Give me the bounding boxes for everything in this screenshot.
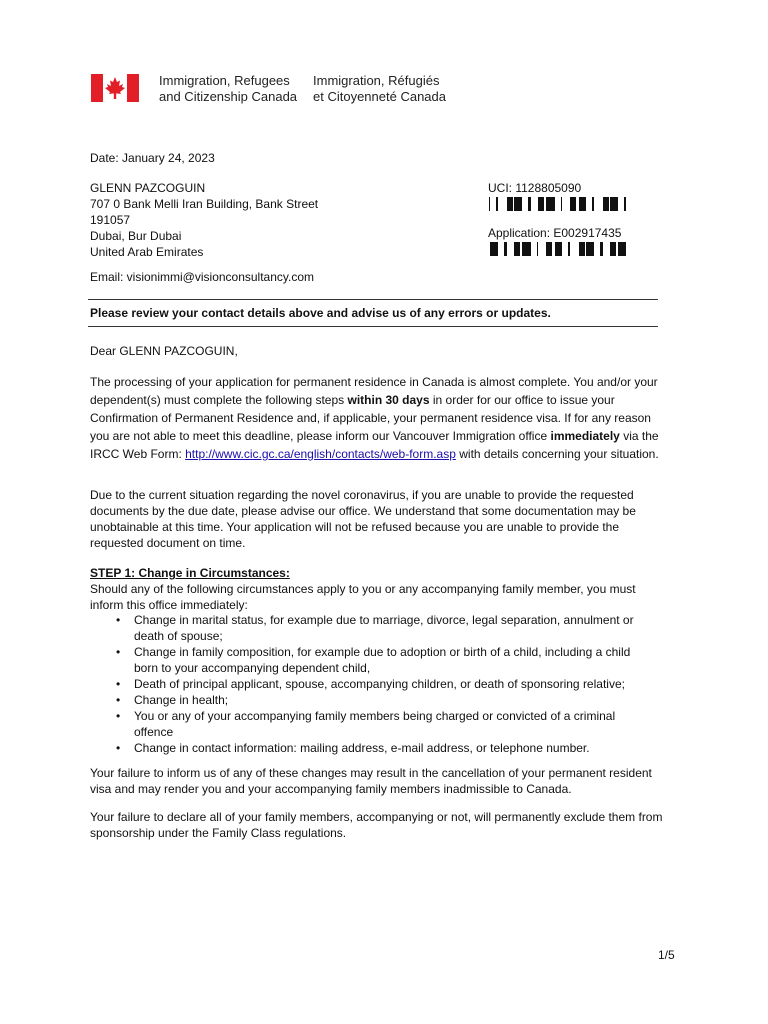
barcode-bar [546, 242, 549, 256]
barcode-bar [528, 197, 531, 211]
uci-number: UCI: 1128805090 [488, 181, 582, 195]
barcode-bar [603, 197, 604, 211]
barcode-bar [579, 242, 580, 256]
dept-fr-line1: Immigration, Réfugiés [313, 73, 440, 88]
barcode-bar [582, 242, 585, 256]
para1-text-4: with details concerning your situation. [455, 447, 659, 461]
barcode-bar [489, 197, 490, 211]
contact-review-notice: Please review your contact details above and advise us of any errors or updates. [90, 306, 551, 320]
barcode-bar [549, 197, 550, 211]
department-name-english [159, 73, 297, 105]
barcode-bar [540, 197, 543, 211]
address-line-1: 707 0 Bank Melli Iran Building, Bank Street [90, 197, 319, 211]
barcode-bar [537, 242, 538, 256]
department-name-french [313, 73, 446, 105]
barcode-bar [516, 242, 519, 256]
barcode-bar [624, 197, 626, 211]
application-barcode [489, 242, 626, 256]
barcode-bar [546, 197, 549, 211]
barcode-bar [508, 197, 510, 211]
barcode-bar [588, 242, 591, 256]
barcode-bar [519, 242, 520, 256]
barcode-bar [492, 242, 495, 256]
list-item: • Change in marital status, for example due to marriage, divorce, legal separation, annulment or death of spouse; [90, 612, 650, 644]
barcode-bar [516, 197, 519, 211]
barcode-bar [580, 242, 582, 256]
barcode-bar [507, 197, 508, 211]
deadline-emphasis: within 30 days [347, 393, 430, 407]
dept-en-line1: Immigration, Refugees [159, 73, 290, 88]
barcode-bar [580, 197, 582, 211]
list-item: • Death of principal applicant, spouse, accompanying children, or death of sponsoring relative; [90, 676, 650, 692]
notice-bottom-rule [88, 326, 658, 327]
barcode-bar [504, 242, 507, 256]
failure-to-inform-paragraph: Your failure to inform us of any of these changes may result in the cancellation of your permanent resident visa and may render you and your accompanying family members inadmissible to Canada. [90, 766, 652, 796]
canada-flag-icon [91, 74, 139, 102]
barcode-bar [592, 197, 594, 211]
ircc-web-form-link[interactable]: http://www.cic.gc.ca/english/contacts/web-form.asp [185, 447, 456, 461]
barcode-bar [592, 242, 594, 256]
barcode-bar [561, 242, 562, 256]
barcode-bar [591, 242, 592, 256]
salutation: Dear GLENN PAZCOGUIN, [90, 344, 238, 358]
page-number: 1/5 [658, 948, 675, 962]
uci-barcode [489, 197, 626, 211]
barcode-bar [526, 242, 528, 256]
address-line-2: 191057 [90, 213, 131, 227]
barcode-bar [496, 242, 498, 256]
barcode-bar [621, 242, 622, 256]
step1-heading: STEP 1: Change in Circumstances: [90, 566, 290, 580]
barcode-bar [610, 197, 612, 211]
barcode-bar [490, 242, 492, 256]
application-number: Application: E002917435 [488, 226, 622, 240]
barcode-bar [618, 242, 621, 256]
list-item: • Change in health; [90, 692, 650, 708]
barcode-bar [549, 242, 550, 256]
barcode-bar [550, 197, 552, 211]
para1-text-3: via the IRCC Web Form: [90, 429, 659, 461]
barcode-bar [585, 197, 586, 211]
barcode-bar [528, 242, 531, 256]
barcode-bar [574, 197, 576, 211]
circumstances-list [90, 612, 650, 756]
barcode-bar [622, 242, 624, 256]
barcode-bar [615, 242, 616, 256]
barcode-bar [606, 197, 609, 211]
barcode-bar [552, 197, 555, 211]
list-item: • You or any of your accompanying family members being charged or convicted of a criminal offence [90, 708, 650, 740]
barcode-bar [556, 242, 558, 256]
barcode-bar [568, 242, 570, 256]
barcode-bar [538, 197, 540, 211]
immediately-emphasis: immediately [550, 429, 620, 443]
barcode-bar [543, 197, 544, 211]
failure-to-declare-paragraph: Your failure to declare all of your family members, accompanying or not, will permanently exclude them from sponsorship under the Family Class regulations. [90, 810, 663, 840]
coronavirus-paragraph: Due to the current situation regarding the novel coronavirus, if you are unable to provide the requested documents by the due date, please advise our office. We understand that some documentation may be unobtainable at this time. Your application will not be refused because you are unable to provide the requested document on time. [90, 488, 636, 550]
barcode-bar [612, 242, 615, 256]
dept-en-line2: and Citizenship Canada [159, 89, 298, 104]
barcode-bar [520, 197, 522, 211]
list-item: • Change in family composition, for example due to adoption or birth of a child, including a child born to your accompanying dependent child, [90, 644, 650, 676]
barcode-bar [624, 242, 626, 256]
notice-top-rule [88, 299, 658, 300]
barcode-bar [616, 197, 618, 211]
barcode-bar [550, 242, 552, 256]
barcode-bar [586, 242, 588, 256]
list-item: • Change in contact information: mailing address, e-mail address, or telephone number. [90, 740, 650, 756]
barcode-bar [573, 197, 574, 211]
barcode-bar [615, 197, 616, 211]
barcode-bar [610, 242, 612, 256]
letter-date: Date: January 24, 2023 [90, 151, 215, 165]
barcode-bar [514, 242, 516, 256]
barcode-bar [510, 197, 513, 211]
barcode-bar [604, 197, 606, 211]
barcode-bar [514, 197, 516, 211]
barcode-bar [579, 197, 580, 211]
barcode-bar [519, 197, 520, 211]
barcode-bar [496, 197, 498, 211]
para1-text-1: The processing of your application for permanent residence in Canada is almost complete. You and/or your dependent(s) must complete the following steps [90, 375, 658, 407]
barcode-bar [525, 242, 526, 256]
para1-text-2: in order for our office to issue your Confirmation of Permanent Residence and, if applicable, your permanent residence visa. If for any reason you are not able to meet this deadline, please inform our Vancouver Immigration office [90, 393, 651, 443]
address-line-3: Dubai, Bur Dubai [90, 229, 182, 243]
processing-paragraph [90, 373, 670, 463]
barcode-bar [561, 197, 562, 211]
dept-fr-line2: et Citoyenneté Canada [313, 89, 446, 104]
recipient-address [90, 180, 450, 260]
barcode-bar [495, 242, 496, 256]
barcode-bar [555, 242, 556, 256]
barcode-bar [522, 242, 525, 256]
barcode-bar [600, 242, 603, 256]
barcode-bar [612, 197, 615, 211]
barcode-bar [570, 197, 573, 211]
barcode-bar [558, 242, 561, 256]
recipient-email: Email: visionimmi@visionconsultancy.com [90, 270, 315, 284]
address-line-4: United Arab Emirates [90, 245, 204, 259]
step1-intro: Should any of the following circumstances apply to you or any accompanying family member, you must inform this office immediately: [90, 582, 636, 612]
barcode-bar [582, 197, 585, 211]
recipient-name: GLENN PAZCOGUIN [90, 181, 206, 195]
